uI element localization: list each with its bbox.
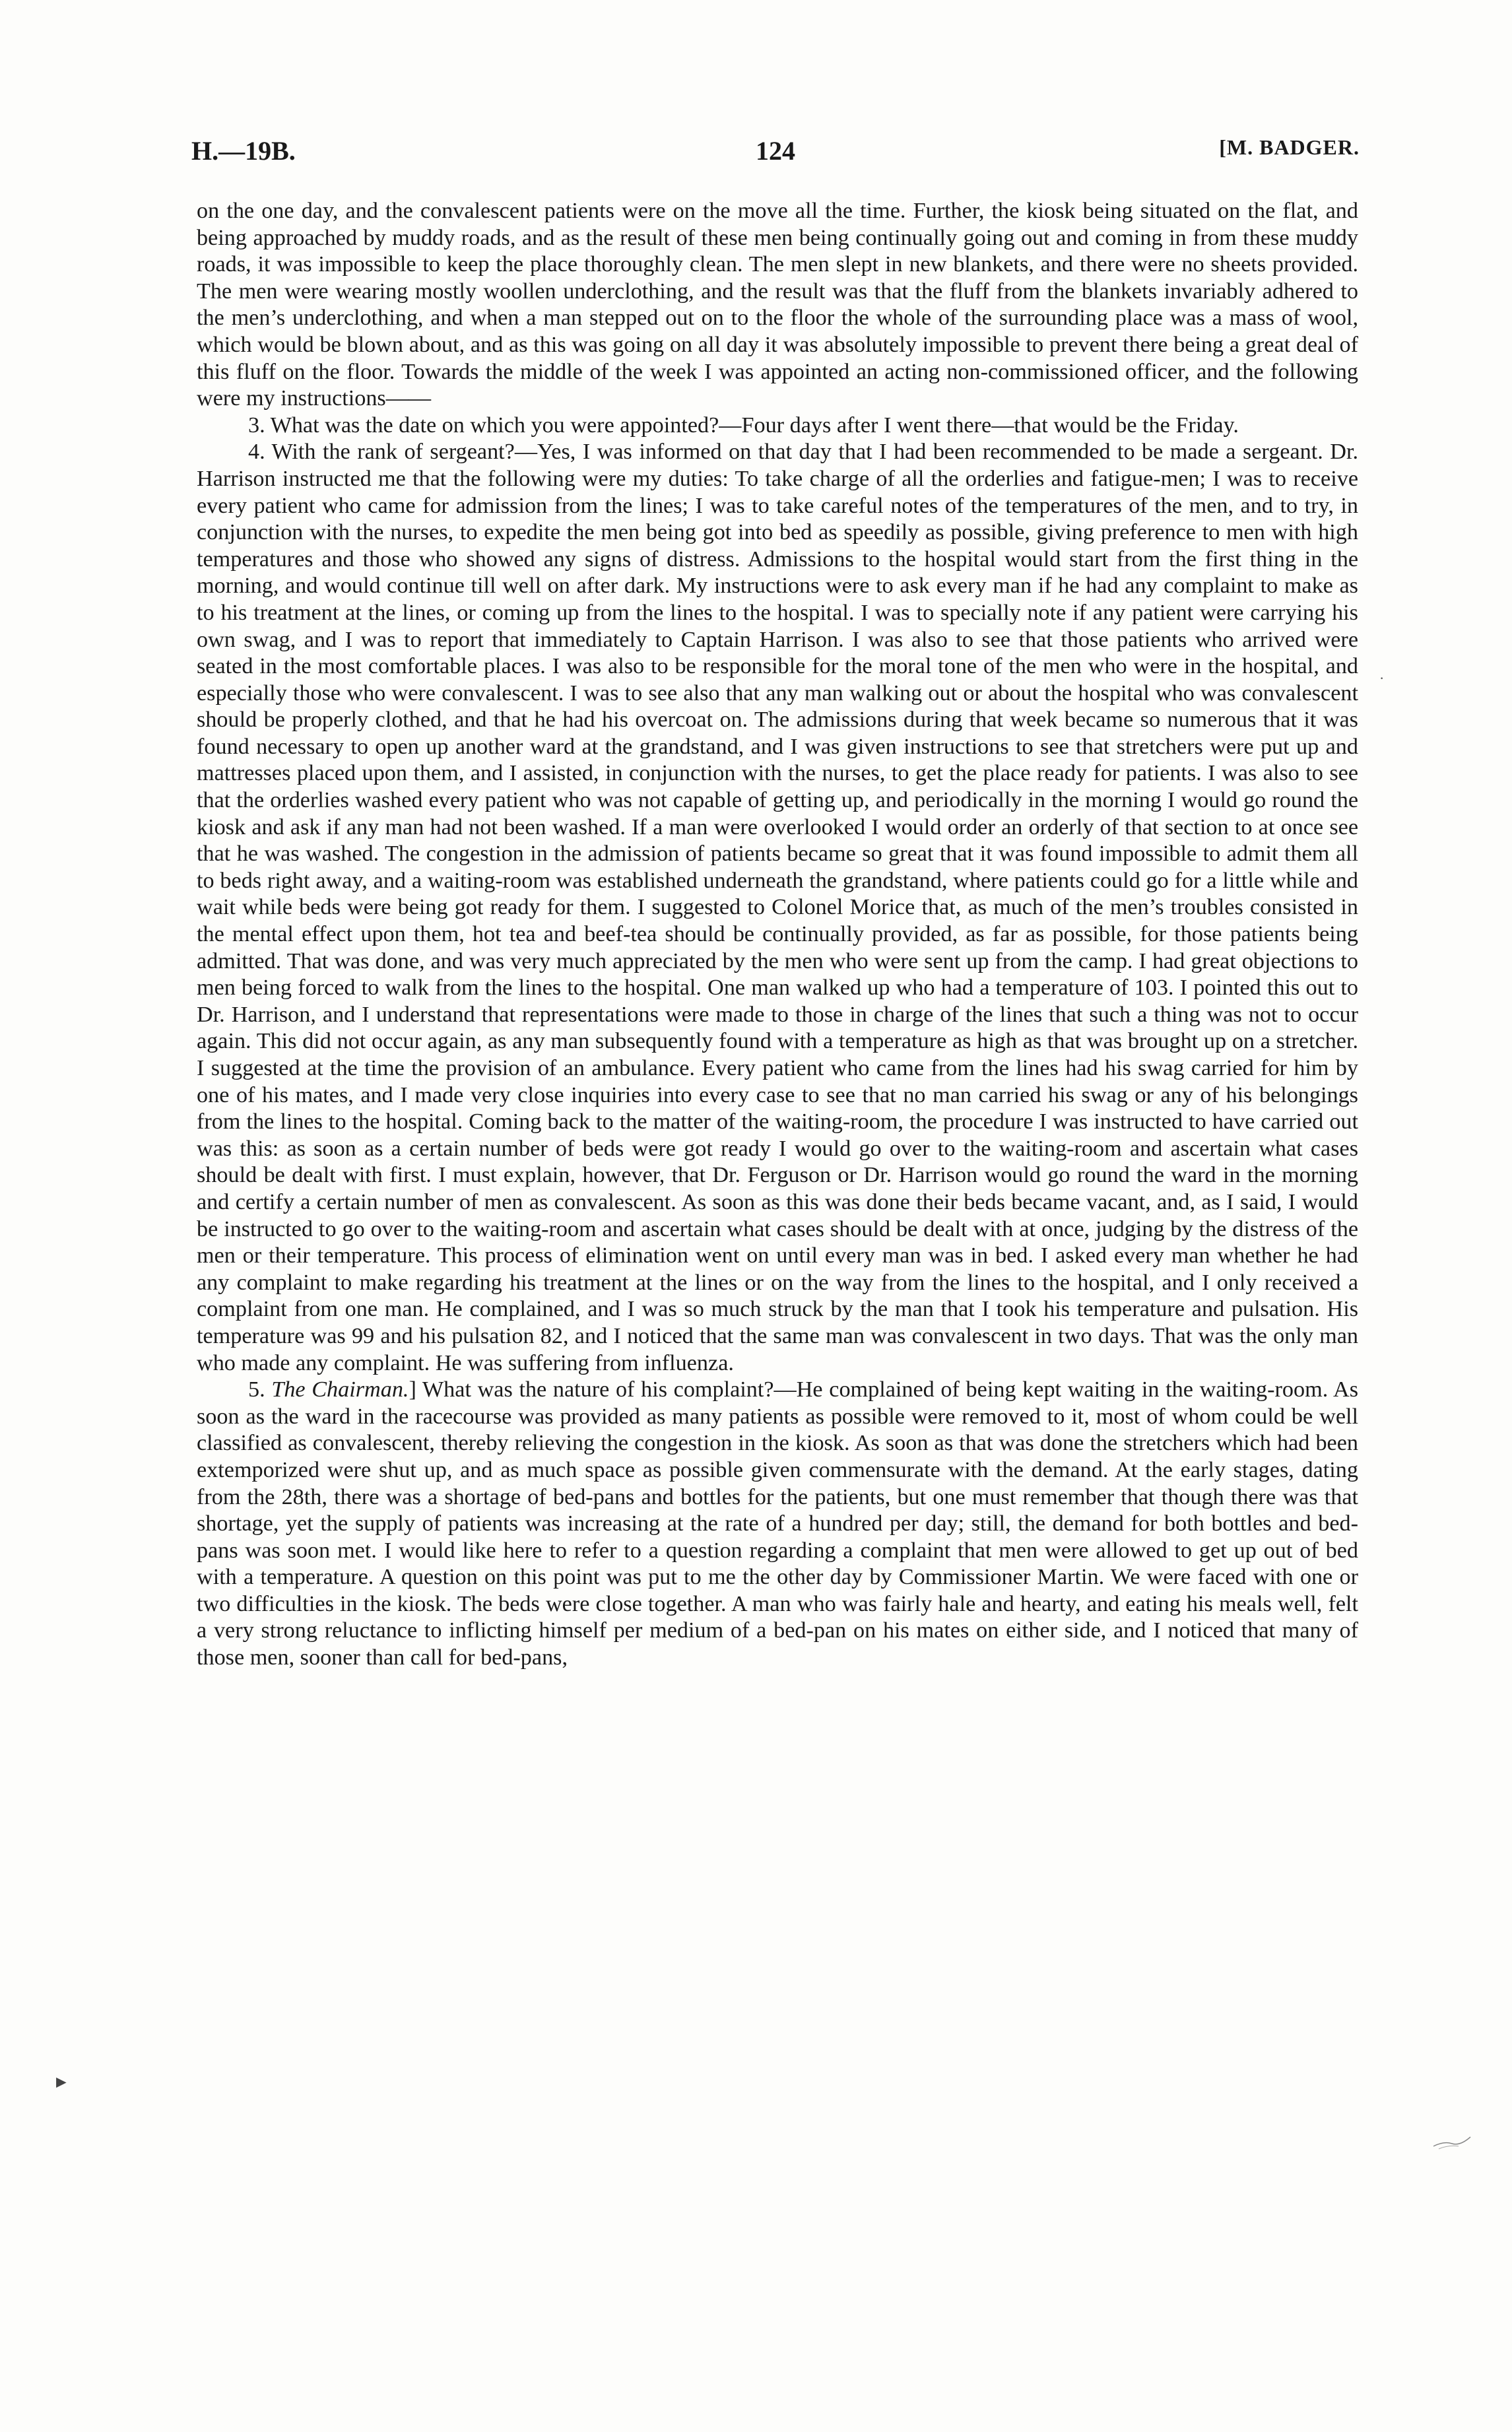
question-text: ] What was the nature of his complaint?—He complained of being kept waiting in the waiting-room. As soon as the ward in the racecourse was provided as many patients as possible were removed to it, most of whom could be well classified as convalescent, thereby relieving the congestion in the kiosk. As soon as that was done the stretchers which had been extemporized were shut up, and as much space as possible given commensurate with the demand. At the early stages, dating from the 28th, there was a shortage of bed-pans and bottles for the patients, but one must remember that though there was that shortage, yet the supply of patients was increasing at the rate of a hundred per day; still, the demand for both bottles and bed-pans was soon met. I would like here to refer to a question regarding a complaint that men were allowed to get up out of bed with a temperature. A question on this point was put to me the other day by Commissioner Martin. We were faced with one or two difficulties in the kiosk. The beds were close together. A man who was fairly hale and hearty, and eating his meals well, felt a very strong reluctance to inflicting himself per medium of a bed-pan on his mates on either side, and I noticed that many of those men, sooner than call for bed-pans, [197, 1377, 1359, 1670]
paragraph-question-4: 4. With the rank of sergeant?—Yes, I was informed on that day that I had been recommended to be made a sergeant. Dr. Harrison instructed me that the following were my duties: To take charge of all the orderlies and fatigue-men; I was to receive every patient who came for admission from the lines; I was to take careful notes of the temperatures of the men, and to try, in conjunction with the nurses, to expedite the men being got into bed as speedily as possible, giving preference to men with high temperatures and those who showed any signs of distress. Admissions to the hospital would start from the first thing in the morning, and would continue till well on after dark. My instructions were to ask every man if he had any complaint to make as to his treatment at the lines, or coming up from the lines to the hospital. I was to specially note if any patient were carrying his own swag, and I was to report that immediately to Captain Harrison. I was also to see that those patients who arrived were seated in the most comfortable places. I was also to be responsible for the moral tone of the men who were in the hospital, and especially those who were convalescent. I was to see also that any man walking out or about the hospital who was convalescent should be properly clothed, and that he had his overcoat on. The admissions during that week became so numerous that it was found necessary to open up another ward at the grandstand, and I was given instructions to see that stretchers were put up and mattresses placed upon them, and I assisted, in conjunction with the nurses, to get the place ready for patients. I was also to see that the orderlies washed every patient who was not capable of getting up, and periodically in the morning I would go round the kiosk and ask if any man had not been washed. If a man were overlooked I would order an orderly of that section to at once see that he was washed. The congestion in the admission of patients became so great that it was found impossible to admit them all to beds right away, and a waiting-room was established underneath the grandstand, where patients could go for a little while and wait while beds were being got ready for them. I suggested to Colonel Morice that, as much of the men’s troubles consisted in the mental effect upon them, hot tea and beef-tea should be continually provided, as far as possible, for those patients being admitted. That was done, and was very much appreciated by the men who were sent up from the camp. I had great objections to men being forced to walk from the lines to the hospital. One man walked up who had a temperature of 103. I pointed this out to Dr. Harrison, and I understand that representations were made to those in charge of the lines that such a thing was not to occur again. This did not occur again, as any man subsequently found with a temperature as high as that was brought up on a stretcher. I suggested at the time the provision of an ambulance. Every patient who came from the lines had his swag carried for him by one of his mates, and I made very close inquiries into every case to see that no man carried his swag or any of his belongings from the lines to the hospital. Coming back to the matter of the waiting-room, the procedure I was instructed to have carried out was this: as soon as a certain number of beds were got ready I would go over to the waiting-room and ascertain what cases should be dealt with first. I must explain, however, that Dr. Ferguson or Dr. Harrison would go round the ward in the morning and certify a certain number of men as convalescent. As soon as this was done their beds became vacant, and, as I said, I would be instructed to go over to the waiting-room and ascertain what cases should be dealt with at once, judging by the distress of the men or their temperature. This process of elimination went on until every man was in bed. I asked every man whether he had any complaint to make regarding his treatment at the lines or on the way from the lines to the hospital, and I only received a complaint from one man. He complained, and I was so much struck by the man that I took his temperature and pulsation. His temperature was 99 and his pulsation 82, and I noticed that the same man was convalescent in two days. That was the only man who made any complaint. He was suffering from influenza. [197, 440, 1358, 1375]
speaker-name: The Chairman. [271, 1377, 409, 1402]
body-text [197, 198, 1358, 1672]
page-header [191, 135, 1360, 175]
paragraph-question-5 [197, 1377, 1358, 1672]
document-code: H.—19B. [191, 136, 296, 166]
witness-name: [M. BADGER. [1219, 135, 1360, 159]
margin-dot-mark: · [1379, 670, 1385, 686]
paragraph-question-3: 3. What was the date on which you were appointed?—Four days after I went there—that would be the Friday. [248, 412, 1239, 438]
page-number: 124 [756, 136, 795, 166]
question-number: 5. [248, 1377, 265, 1402]
margin-arrow-mark: ► [53, 2072, 70, 2091]
margin-scribble-mark [1432, 2132, 1472, 2152]
paragraph-continuation: on the one day, and the convalescent patients were on the move all the time. Further, the kiosk being situated on the flat, and being approached by muddy roads, and as the result of these men being continually going out and coming in from these muddy roads, it was impossible to keep the place thoroughly clean. The men slept in new blankets, and there were no sheets provided. The men were wearing mostly woollen underclothing, and the result was that the fluff from the blankets invariably adhered to the men’s underclothing, and when a man stepped out on to the floor the whole of the surrounding place was a mass of wool, which would be blown about, and as this was going on all day it was absolutely impossible to prevent there being a great deal of this fluff on the floor. Towards the middle of the week I was appointed an acting non-commissioned officer, and the following were my instructions—— [197, 199, 1358, 411]
